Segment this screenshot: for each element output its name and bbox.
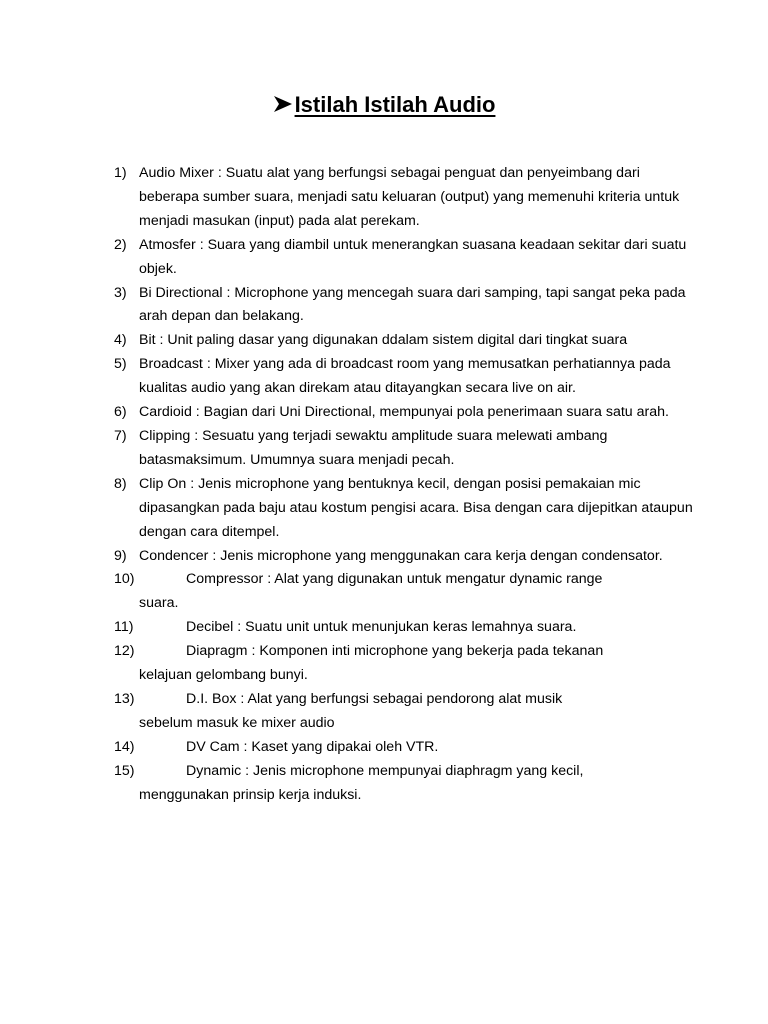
item-number: 7) bbox=[114, 427, 127, 444]
item-number: 14) bbox=[114, 738, 135, 755]
item-text-first-line: Diapragm : Komponen inti microphone yang bekerja pada tekanan bbox=[186, 643, 604, 660]
item-text: Audio Mixer : Suatu alat yang berfungsi sebagai penguat dan penyeimbang dari beberapa sumber suara, menjadi satu keluaran (output) yang memenuhi kriteria untuk menjadi masukan (input) pada alat perekam. bbox=[139, 165, 680, 229]
item-text-first-line: Compressor : Alat yang digunakan untuk mengatur dynamic range bbox=[186, 571, 603, 588]
item-number: 15) bbox=[114, 762, 135, 779]
item-number: 1) bbox=[114, 165, 127, 181]
list-item bbox=[114, 473, 694, 545]
list-item bbox=[114, 329, 694, 353]
item-number: 2) bbox=[114, 236, 127, 253]
list-item bbox=[114, 425, 694, 473]
item-text: Cardioid : Bagian dari Uni Directional, mempunyai pola penerimaan suara satu arah. bbox=[139, 404, 669, 421]
item-text: Bi Directional : Microphone yang mencegah suara dari samping, tapi sangat peka pada arah depan dan belakang. bbox=[139, 284, 686, 325]
item-number: 5) bbox=[114, 356, 127, 373]
item-number: 8) bbox=[114, 475, 127, 492]
item-number: 9) bbox=[114, 547, 127, 564]
item-number: 11) bbox=[114, 619, 134, 636]
item-text-continuation: kelajuan gelombang bunyi. bbox=[139, 667, 308, 684]
item-text: Broadcast : Mixer yang ada di broadcast room yang memusatkan perhatiannya pada kualitas audio yang akan direkam atau ditayangkan secara live on air. bbox=[139, 356, 671, 397]
list-item bbox=[114, 688, 694, 736]
item-text-first-line: D.I. Box : Alat yang berfungsi sebagai pendorong alat musik bbox=[186, 690, 563, 707]
item-text-continuation: sebelum masuk ke mixer audio bbox=[139, 714, 335, 731]
item-number: 4) bbox=[114, 332, 127, 349]
item-number: 13) bbox=[114, 690, 135, 707]
item-text: Clip On : Jenis microphone yang bentuknya kecil, dengan posisi pemakaian mic dipasangkan pada baju atau kostum pengisi acara. Bisa dengan cara dijepitkan ataupun dengan cara ditempel. bbox=[139, 475, 693, 540]
item-number: 10) bbox=[114, 571, 135, 588]
item-text-first-line: DV Cam : Kaset yang dipakai oleh VTR. bbox=[186, 738, 439, 755]
list-item bbox=[114, 760, 694, 808]
item-text-first-line: Dynamic : Jenis microphone mempunyai diaphragm yang kecil, bbox=[186, 762, 584, 779]
item-number: 3) bbox=[114, 284, 127, 301]
list-item bbox=[114, 736, 694, 760]
list-item bbox=[114, 640, 694, 688]
list-item bbox=[114, 353, 694, 401]
item-text: Condencer : Jenis microphone yang menggunakan cara kerja dengan condensator. bbox=[139, 547, 663, 564]
list-item bbox=[114, 282, 694, 330]
list-item bbox=[114, 568, 694, 616]
list-item bbox=[114, 545, 694, 569]
page-title bbox=[0, 88, 768, 124]
page-title-text: Istilah Istilah Audio bbox=[294, 92, 496, 117]
list-item bbox=[114, 162, 694, 234]
item-text: Bit : Unit paling dasar yang digunakan ddalam sistem digital dari tingkat suara bbox=[139, 332, 628, 349]
item-number: 6) bbox=[114, 404, 127, 421]
list-item bbox=[114, 234, 694, 282]
item-text-continuation: suara. bbox=[139, 595, 179, 612]
arrowhead-bullet-icon bbox=[273, 90, 293, 124]
term-list bbox=[114, 162, 694, 807]
list-item bbox=[114, 401, 694, 425]
list-item bbox=[114, 616, 694, 640]
item-text: Atmosfer : Suara yang diambil untuk menerangkan suasana keadaan sekitar dari suatu objek. bbox=[139, 236, 687, 277]
item-text: Clipping : Sesuatu yang terjadi sewaktu amplitude suara melewati ambang batasmaksimum. Umumnya suara menjadi pecah. bbox=[139, 427, 608, 468]
item-number: 12) bbox=[114, 643, 135, 660]
item-text-first-line: Decibel : Suatu unit untuk menunjukan keras lemahnya suara. bbox=[186, 619, 577, 636]
item-text-continuation: menggunakan prinsip kerja induksi. bbox=[139, 786, 362, 803]
